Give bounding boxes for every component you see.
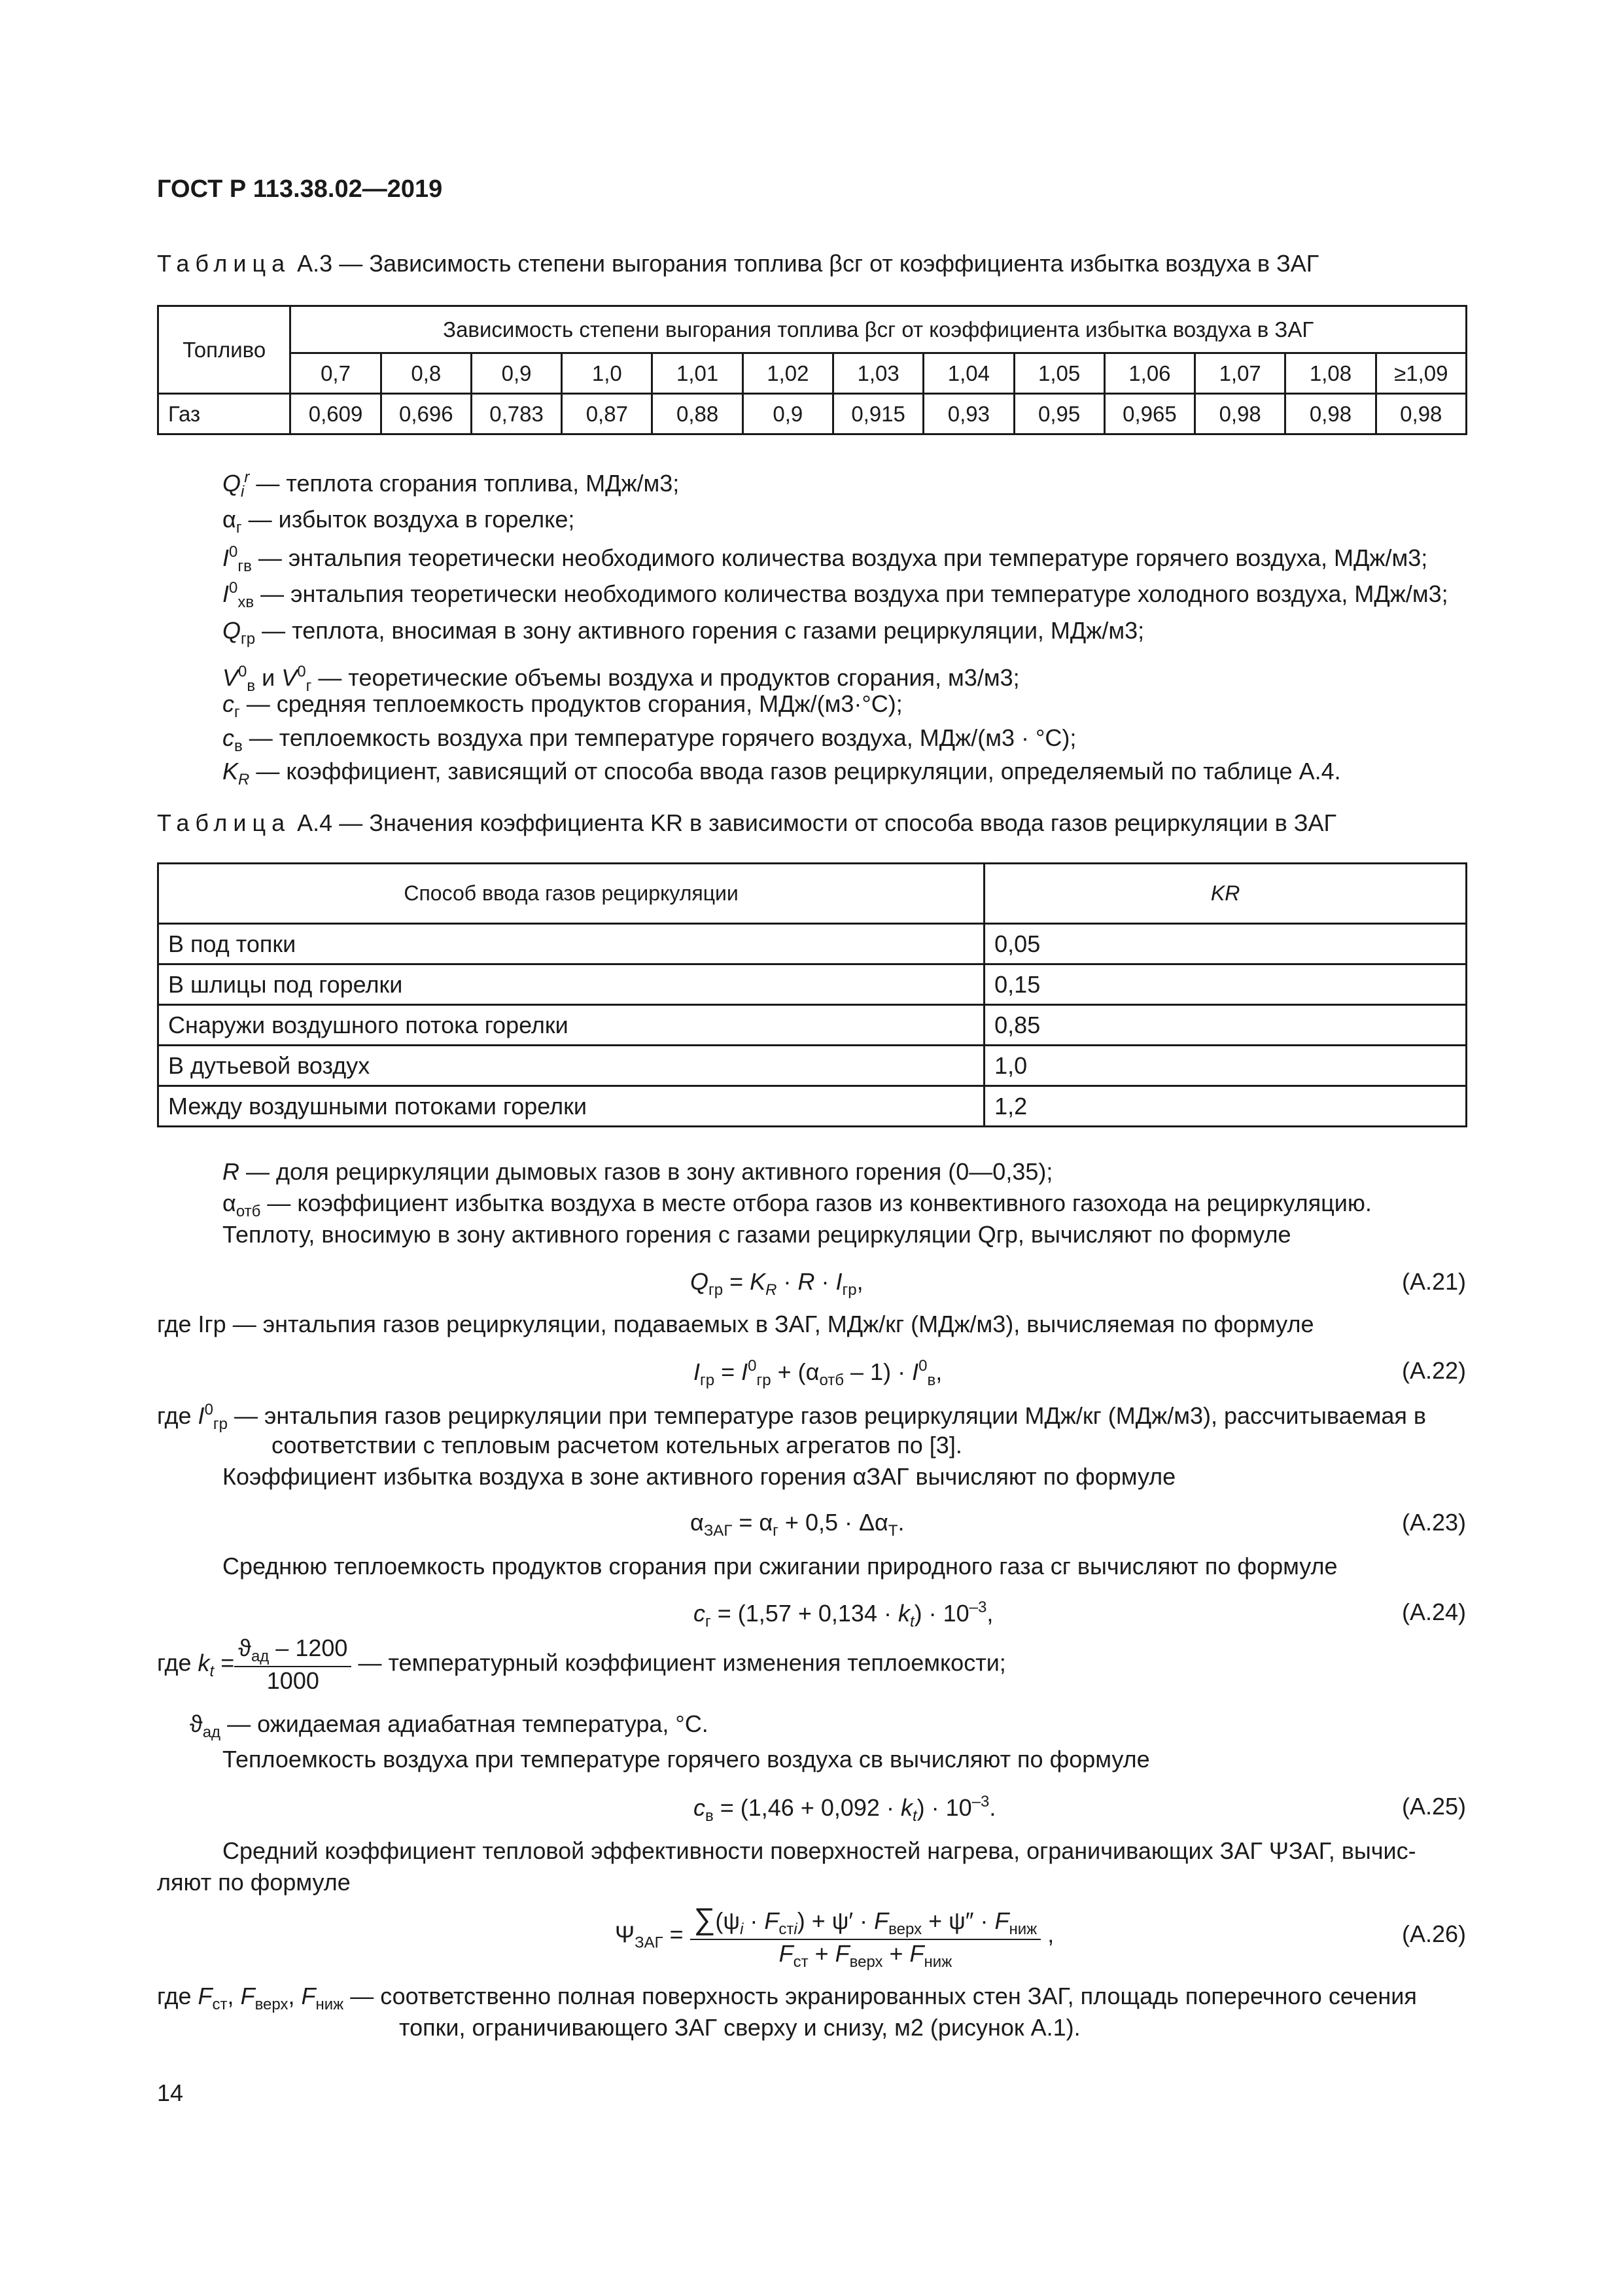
table-row [158,394,1467,434]
formula-a21: $Q_{гр} = K_R \cdot R \cdot I_{гр}$, [690,1268,864,1299]
value-cell: 0,87 [562,394,652,434]
alpha-cell: 1,03 [833,353,923,394]
para-psi: Средний коэффициент тепловой эффективности поверхностей нагрева, ограничивающих ЗАГ ΨЗАГ, вычис- [222,1837,1416,1864]
formula-a25: $c_в = (1,46 + 0,092 \cdot k_t) \cdot 10^{-3}$. [693,1793,996,1825]
method-cell: Снаружи воздушного потока горелки [158,1005,985,1046]
kr-cell: 0,15 [985,964,1467,1005]
formula-a22: $I_{гр} = I^0_{гр} + (\alpha_{отб} - 1) \cdot I^0_в$, [693,1357,943,1389]
eq-number-a25: (А.25) [1401,1793,1466,1820]
table-a4 [157,862,1467,1127]
value-cell: 0,93 [924,394,1014,434]
def-alpha-otb: $\alpha_{отб}$ — коэффициент избытка воздуха в месте отбора газов из конвективного газохода на рециркуляцию. [222,1190,1372,1220]
alpha-cell: 1,05 [1014,353,1104,394]
def-qgr: $Q_{гр}$ — теплота, вносимая в зону активного горения с газами рециркуляции, МДж/м3; [222,617,1145,648]
fuel-cell: Газ [158,394,290,434]
method-cell: Между воздушными потоками горелки [158,1086,985,1127]
alpha-cell: 1,01 [652,353,742,394]
def-kt: где $k_t$ = $\frac{ϑ_{ад} - 1200}{1000}$ — температурный коэффициент изменения теплоемкости; [157,1634,1006,1694]
value-cell: 0,98 [1285,394,1376,434]
eq-number-a26: (А.26) [1401,1920,1466,1947]
table4-caption-word: Таблица [157,809,291,836]
doc-header: ГОСТ Р 113.38.02—2019 [157,175,443,203]
table3-caption-text: А.3 — Зависимость степени выгорания топлива βсг от коэффициента избытка воздуха в ЗАГ [297,250,1319,277]
alpha-cell: 1,0 [562,353,652,394]
def-r: R — доля рециркуляции дымовых газов в зону активного горения (0—0,35); [222,1158,1053,1185]
alpha-cell: ≥1,09 [1376,353,1466,394]
table-row [158,1086,1467,1127]
alpha-cell: 0,8 [381,353,471,394]
method-cell: В дутьевой воздух [158,1046,985,1086]
eq-number-a23: (А.23) [1401,1509,1466,1536]
table-row [158,1046,1467,1086]
kt-fraction: $\frac{ϑ_{ад} - 1200}{1000}$ [234,1634,351,1695]
para-qgr: Теплоту, вносимую в зону активного горения с газами рециркуляции Qгр, вычисляют по формуле [222,1221,1291,1248]
para-psi-cont: ляют по формуле [157,1869,351,1896]
table4-header-method: Способ ввода газов рециркуляции [158,864,985,924]
alpha-cell: 1,04 [924,353,1014,394]
value-cell: 0,95 [1014,394,1104,434]
para-igr: где Iгр — энтальпия газов рециркуляции, подаваемых в ЗАГ, МДж/кг (МДж/м3), вычисляемая по формуле [157,1311,1314,1337]
value-cell: 0,696 [381,394,471,434]
table4-caption [157,809,1336,837]
para-f-cont: топки, ограничивающего ЗАГ сверху и снизу, м2 (рисунок А.1). [399,2014,1081,2041]
para-azag: Коэффициент избытка воздуха в зоне активного горения αЗАГ вычисляют по формуле [222,1463,1176,1490]
table3-group-header: Зависимость степени выгорания топлива βсг от коэффициента избытка воздуха в ЗАГ [290,306,1467,353]
alpha-cell: 0,7 [290,353,381,394]
table4-header-kr: KR [985,864,1467,924]
table3-caption [157,250,1319,277]
formula-a24: $c_г = (1,57 + 0,134 \cdot k_t) \cdot 10^{-3}$, [693,1598,994,1631]
table3-header-fuel: Топливо [158,306,290,394]
alpha-cell: 1,06 [1104,353,1195,394]
eq-number-a21: (А.21) [1401,1268,1466,1295]
value-cell: 0,98 [1195,394,1285,434]
formula-a26: $\Psi_{ЗАГ}$ = $\frac{\sum(\psi_i \cdot F_{стi}) + \psi' \cdot F_{верх} + \psi'' \cdot F_{ниж}}{F_{ст} + F_{верх} + F_{ниж}}$ , [615,1901,1055,1971]
kr-cell: 1,0 [985,1046,1467,1086]
method-cell: В под топки [158,924,985,964]
def-i0hv: $I^0_{хв}$ — энтальпия теоретически необходимого количества воздуха при температуре холодного воздуха, МДж/м3; [222,579,1448,611]
def-qir: $Q_i^r$ — теплота сгорания топлива, МДж/м3; [222,468,680,501]
kr-cell: 0,85 [985,1005,1467,1046]
def-vad: $ϑ_{ад}$ — ожидаемая адиабатная температура, °С. [190,1710,708,1741]
value-cell: 0,609 [290,394,381,434]
value-cell: 0,98 [1376,394,1466,434]
alpha-cell: 1,02 [742,353,833,394]
value-cell: 0,783 [471,394,561,434]
table-row [158,924,1467,964]
table4-caption-text: А.4 — Значения коэффициента KR в зависимости от способа ввода газов рециркуляции в ЗАГ [297,809,1337,836]
value-cell: 0,9 [742,394,833,434]
def-v0: $V^0_в$ и $V^0_г$ — теоретические объемы воздуха и продуктов сгорания, м3/м3; [222,663,1020,695]
def-cg: $c_г$ — средняя теплоемкость продуктов сгорания, МДж/(м3·°С); [222,690,903,721]
table-row [158,1005,1467,1046]
alpha-cell: 1,08 [1285,353,1376,394]
def-alpha-g: $\alpha_г$ — избыток воздуха в горелке; [222,506,575,537]
formula-a23: $\alpha_{ЗАГ} = \alpha_г + 0,5 \cdot \Delta\alpha_Т$. [690,1509,905,1540]
para-i0gr: где $I^0_{гр}$ — энтальпия газов рециркуляции при температуре газов рециркуляции МДж/кг (МДж/м3), рассчитываемая в [157,1401,1427,1433]
para-i0gr-cont: соответствии с тепловым расчетом котельных агрегатов по [3]. [271,1432,962,1458]
kr-cell: 1,2 [985,1086,1467,1127]
para-f: где $F_{ст}$, $F_{верх}$, $F_{ниж}$ — соответственно полная поверхность экранированных стен ЗАГ, площадь поперечного сечения [157,1983,1417,2013]
alpha-cell: 1,07 [1195,353,1285,394]
psi-fraction: $\frac{\sum(\psi_i \cdot F_{стi}) + \psi' \cdot F_{верх} + \psi'' \cdot F_{ниж}}{F_{ст} + F_{верх} + F_{ниж}}$ [690,1901,1041,1971]
value-cell: 0,88 [652,394,742,434]
def-cv: $c_в$ — теплоемкость воздуха при температуре горячего воздуха, МДж/(м3 · °С); [222,724,1077,755]
eq-number-a24: (А.24) [1401,1598,1466,1625]
para-cg: Среднюю теплоемкость продуктов сгорания при сжигании природного газа cг вычисляют по формуле [222,1553,1338,1580]
def-kr: $K_R$ — коэффициент, зависящий от способа ввода газов рециркуляции, определяемый по таблице А.4. [222,758,1341,788]
eq-number-a22: (А.22) [1401,1357,1466,1384]
para-cv: Теплоемкость воздуха при температуре горячего воздуха cв вычисляют по формуле [222,1746,1150,1773]
alpha-cell: 0,9 [471,353,561,394]
table-a3 [157,305,1467,435]
value-cell: 0,915 [833,394,923,434]
def-i0gv: $I^0_{гв}$ — энтальпия теоретически необходимого количества воздуха при температуре горячего воздуха, МДж/м3; [222,543,1428,575]
page-number: 14 [157,2079,184,2106]
table3-caption-word: Таблица [157,250,291,277]
method-cell: В шлицы под горелки [158,964,985,1005]
value-cell: 0,965 [1104,394,1195,434]
kr-cell: 0,05 [985,924,1467,964]
table-row [158,964,1467,1005]
